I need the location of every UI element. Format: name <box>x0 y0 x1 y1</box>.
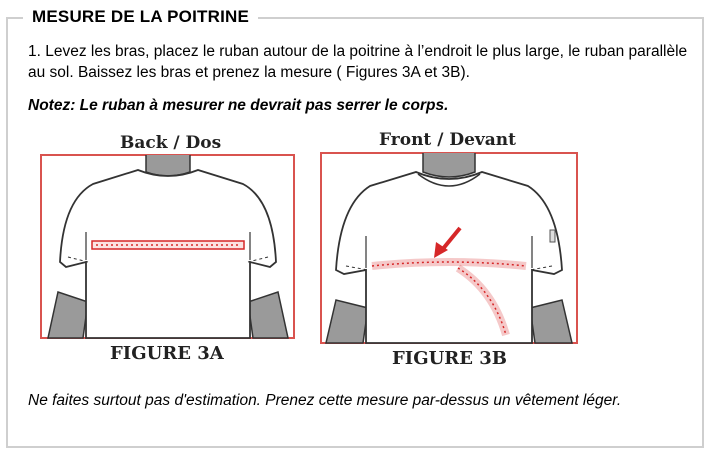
neck-icon <box>146 155 190 176</box>
figure-3b-illustration <box>318 150 580 346</box>
shirt-front-icon <box>336 172 562 343</box>
neck-icon <box>423 153 475 177</box>
back-view-label: Back / Dos <box>120 133 222 153</box>
shirt-back-icon <box>60 170 276 338</box>
footer-text: Ne faites surtout pas d'estimation. Prenez cette mesure par-dessus un vêtement léger. <box>28 392 622 409</box>
figure-3a-caption: FIGURE 3A <box>110 343 224 364</box>
figure-3a-illustration <box>38 152 298 342</box>
figure-3b-caption: FIGURE 3B <box>392 348 507 369</box>
section-title: MESURE DE LA POITRINE <box>23 6 258 28</box>
instruction-text: 1. Levez les bras, placez le ruban autour de la poitrine à l’endroit le plus large, le ruban parallèle au sol. Baissez les bras et prenez la mesure ( Figures 3A et 3B). <box>28 43 688 81</box>
note-text: Notez: Le ruban à mesurer ne devrait pas serrer le corps. <box>28 97 449 114</box>
front-view-label: Front / Devant <box>379 130 516 150</box>
